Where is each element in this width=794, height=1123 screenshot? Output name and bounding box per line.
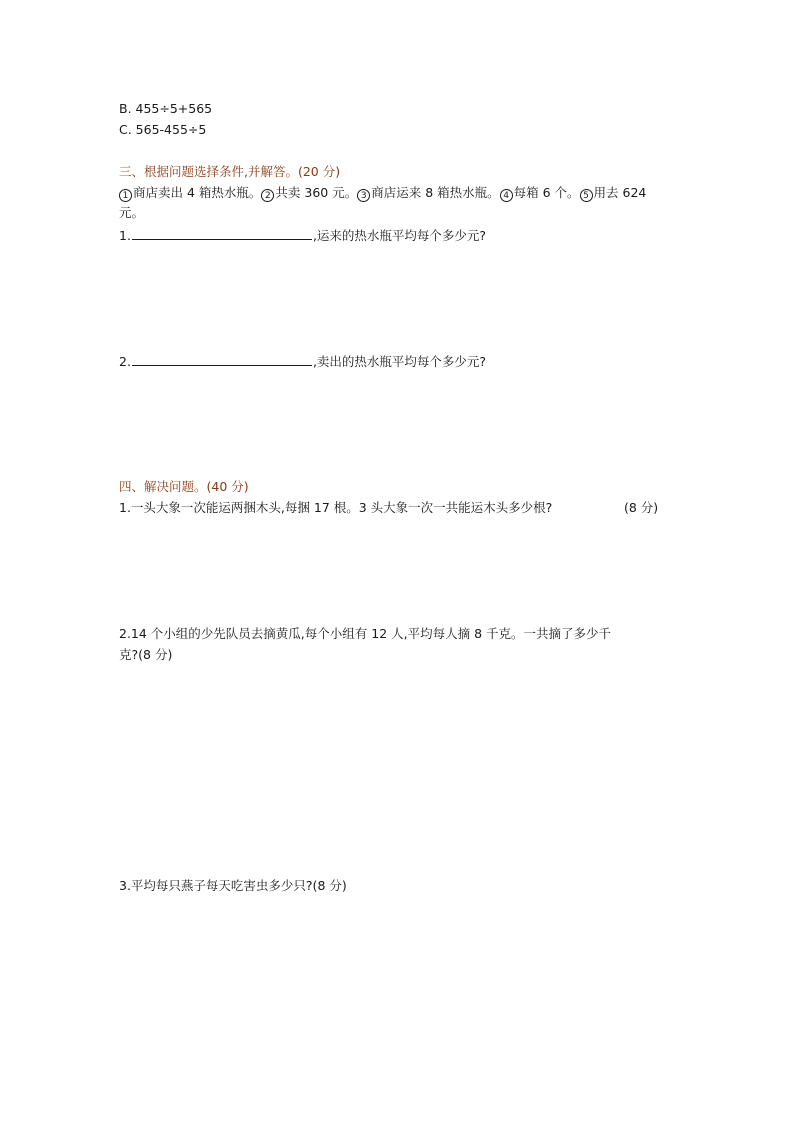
question-1-score: (8 分) [624, 500, 659, 515]
condition-1: 1 商店卖出 4 箱热水瓶。 [119, 185, 261, 200]
section-4-question-2-line-2: 克?(8 分) [119, 647, 173, 662]
circled-number: 2 [261, 189, 274, 202]
circled-number: 5 [580, 189, 593, 202]
question-number: 1. [119, 228, 131, 243]
section-4-heading: 四、解决问题。(40 分) [119, 479, 249, 494]
conditions-list [119, 184, 646, 202]
condition-5: 5 用去 624 [580, 185, 647, 200]
section-4-question-3: 3.平均每只燕子每天吃害虫多少只?(8 分) [119, 878, 347, 893]
condition-4: 4 每箱 6 个。 [500, 185, 580, 200]
section-3-heading: 三、根据问题选择条件,并解答。(20 分) [119, 164, 341, 179]
option-b: B. 455÷5+565 [119, 101, 213, 116]
answer-blank-2[interactable] [132, 353, 312, 366]
condition-2: 2 共卖 360 元。 [261, 185, 357, 200]
circled-number: 1 [119, 189, 132, 202]
question-number: 2. [119, 354, 131, 369]
condition-3: 3 商店运来 8 箱热水瓶。 [357, 185, 499, 200]
section-3-question-2 [119, 353, 486, 370]
conditions-wrap: 元。 [119, 205, 145, 220]
question-text: ,运来的热水瓶平均每个多少元? [312, 228, 487, 243]
section-3-question-1 [119, 227, 486, 244]
answer-blank-1[interactable] [132, 227, 312, 240]
section-4-question-2-line-1: 2.14 个小组的少先队员去摘黄瓜,每个小组有 12 人,平均每人摘 8 千克。一共摘了多少千 [119, 626, 612, 641]
option-c: C. 565-455÷5 [119, 122, 207, 137]
section-4-question-1: 1.一头大象一次能运两捆木头,每捆 17 根。3 头大象一次一共能运木头多少根? [119, 500, 553, 515]
circled-number: 4 [500, 189, 513, 202]
question-text: ,卖出的热水瓶平均每个多少元? [312, 354, 487, 369]
circled-number: 3 [357, 189, 370, 202]
